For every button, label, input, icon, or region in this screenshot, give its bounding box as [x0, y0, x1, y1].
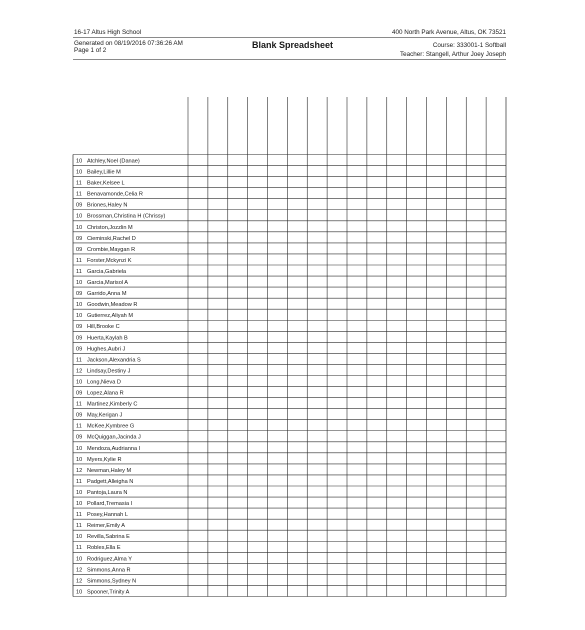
student-grade: 11	[76, 423, 82, 430]
student-grade: 10	[76, 489, 83, 496]
student-name: Garrido,Anna M	[87, 291, 127, 298]
student-row	[76, 181, 125, 187]
student-name: Mendoza,Audrianna I	[87, 445, 141, 452]
student-grade: 09	[76, 412, 83, 419]
student-row	[76, 291, 127, 297]
student-name: Spooner,Trinity A	[87, 589, 130, 596]
student-grade: 12	[76, 467, 83, 474]
student-name: May,Kerigan J	[87, 412, 123, 419]
student-row	[76, 302, 137, 308]
student-name: Huerta,Kaylah B	[87, 335, 128, 342]
student-name: Simmons,Sydney N	[87, 578, 137, 585]
student-row	[76, 258, 132, 264]
student-grade: 11	[76, 478, 82, 485]
student-row	[76, 589, 130, 595]
student-row	[76, 545, 121, 551]
student-grade: 11	[76, 401, 82, 408]
student-grade: 11	[76, 180, 82, 187]
student-name: Long,Nieva D	[87, 379, 121, 386]
student-grade: 10	[76, 302, 83, 309]
student-grade: 10	[76, 501, 83, 508]
student-grade: 09	[76, 324, 83, 331]
student-grade: 09	[76, 235, 83, 242]
teacher-label: Teacher: Stangell, Arthur Joey Joseph	[399, 51, 506, 58]
student-grade: 11	[76, 523, 82, 530]
student-grade: 09	[76, 346, 83, 353]
student-row	[76, 346, 125, 352]
student-row	[76, 313, 133, 319]
student-row	[76, 567, 131, 573]
student-grade: 11	[76, 512, 82, 519]
student-name: Brossman,Christina H (Chrissy)	[87, 213, 166, 220]
student-row	[76, 324, 120, 330]
student-name: Baker,Kelsee L	[87, 180, 125, 187]
student-name: Briones,Haley N	[87, 202, 128, 209]
student-name: Hill,Brooke C	[87, 324, 120, 331]
student-grade: 10	[76, 313, 83, 320]
student-grade: 10	[76, 224, 83, 231]
student-grade: 10	[76, 556, 83, 563]
student-row	[76, 247, 135, 253]
student-grade: 10	[76, 589, 83, 596]
student-name: Benavamonde,Celia R	[87, 191, 143, 198]
student-name: Goodwin,Meadow R	[87, 302, 138, 309]
student-row	[76, 158, 140, 164]
student-row	[76, 192, 143, 198]
student-name: Crombie,Maygan R	[87, 246, 136, 253]
student-row	[76, 534, 130, 540]
student-row	[76, 446, 141, 452]
student-grade: 10	[76, 169, 83, 176]
student-grade: 11	[76, 357, 82, 364]
student-row	[76, 335, 128, 341]
student-name: Padgett,Alleigha N	[87, 478, 134, 485]
student-grade: 09	[76, 390, 83, 397]
student-grade: 11	[76, 545, 82, 552]
student-grade: 09	[76, 335, 83, 342]
student-name: Robles,Ella E	[87, 545, 121, 552]
school-name: 16-17 Altus High School	[74, 29, 142, 36]
student-grade: 10	[76, 158, 83, 165]
student-grade: 09	[76, 434, 83, 441]
student-row	[76, 457, 122, 463]
student-grade: 10	[76, 379, 83, 386]
student-grade: 10	[76, 445, 83, 452]
student-name: Lindsay,Destiny J	[87, 368, 131, 375]
student-row	[76, 379, 121, 385]
student-grade: 09	[76, 246, 83, 253]
student-grade: 09	[76, 202, 83, 209]
student-row	[76, 214, 165, 220]
student-row	[76, 391, 124, 397]
student-name: Revilla,Sabrina E	[87, 534, 130, 541]
student-name: McKee,Kymbree G	[87, 423, 135, 430]
student-name: Pollard,Tremasia I	[87, 501, 133, 508]
student-row	[76, 269, 127, 275]
student-row	[76, 512, 128, 518]
student-name: Garcia,Gabriela	[87, 268, 127, 275]
student-row	[76, 490, 127, 496]
student-name: Forster,Mckynzi K	[87, 257, 132, 264]
student-row	[76, 203, 127, 209]
student-grade: 12	[76, 578, 83, 585]
student-row	[76, 501, 133, 507]
student-row	[76, 413, 123, 419]
student-grade: 11	[76, 191, 82, 198]
student-row	[76, 479, 133, 485]
student-grade: 12	[76, 567, 83, 574]
student-name: Pantoja,Laura N	[87, 489, 128, 496]
student-grade: 11	[76, 268, 82, 275]
student-row	[76, 468, 131, 474]
student-row	[76, 402, 137, 408]
page-title: Blank Spreadsheet	[251, 40, 334, 50]
student-row	[76, 368, 131, 374]
student-name: Myers,Kylie R	[87, 456, 122, 463]
student-name: Rodriguez,Alma Y	[87, 556, 132, 563]
student-grade: 10	[76, 213, 83, 220]
student-name: Hughes,Aubri J	[87, 346, 126, 353]
generated-timestamp: Generated on 08/19/2016 07:36:26 AM	[74, 40, 183, 47]
student-row	[76, 523, 125, 529]
student-row	[76, 236, 136, 242]
course-label: Course: 333001-1 Softball	[432, 42, 506, 49]
student-name: McQuiggan,Jacinda J	[87, 434, 141, 441]
student-row	[76, 170, 121, 176]
student-name: Bailey,Lillie M	[87, 169, 121, 176]
student-grade: 10	[76, 280, 83, 287]
student-name: Lopez,Alana R	[87, 390, 124, 397]
student-row	[76, 435, 141, 441]
student-row	[76, 225, 133, 231]
student-name: Reimer,Emily A	[87, 523, 125, 530]
student-row	[76, 357, 141, 363]
student-row	[76, 578, 136, 584]
student-grade: 10	[76, 534, 83, 541]
student-name: Simmons,Anna R	[87, 567, 131, 574]
student-row	[76, 424, 134, 430]
school-address: 400 North Park Avenue, Altus, OK 73521	[391, 29, 506, 36]
student-grade: 09	[76, 291, 83, 298]
student-grade: 12	[76, 368, 83, 375]
student-grade: 11	[76, 257, 82, 264]
student-name: Garcia,Marisol A	[87, 280, 129, 287]
student-name: Gutierrez,Aliyah M	[87, 313, 134, 320]
student-name: Posey,Hannah L	[87, 512, 128, 519]
student-name: Atchley,Noel (Danae)	[87, 158, 140, 165]
student-name: Jackson,Alexandria S	[87, 357, 141, 364]
student-row	[76, 280, 128, 286]
student-grade: 10	[76, 456, 83, 463]
student-name: Cieminski,Rachel D	[87, 235, 136, 242]
student-name: Martinez,Kimberly C	[87, 401, 138, 408]
student-name: Christon,Jozzlin M	[87, 224, 133, 231]
page-number: Page 1 of 2	[74, 47, 107, 54]
student-row	[76, 556, 132, 562]
student-name: Newman,Haley M	[87, 467, 132, 474]
